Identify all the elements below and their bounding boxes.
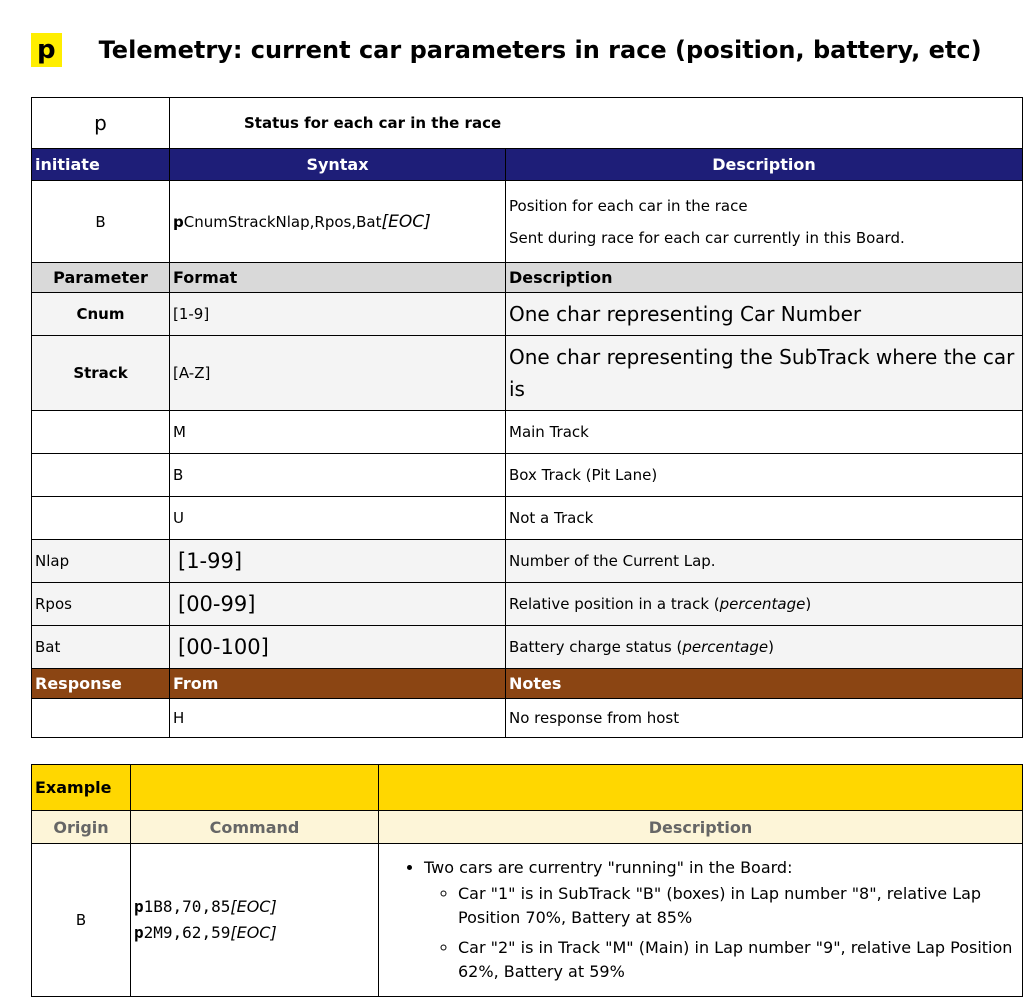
param-row bbox=[32, 411, 1023, 454]
example-sub-list bbox=[424, 882, 1019, 984]
example-table bbox=[31, 764, 1023, 997]
example-command-1: p1B8,70,85[EOC] bbox=[134, 897, 277, 916]
header-from: From bbox=[170, 669, 506, 699]
param-format: U bbox=[170, 497, 506, 540]
example-title: Example bbox=[32, 765, 131, 811]
example-commands bbox=[131, 844, 379, 997]
nlap-row bbox=[32, 540, 1023, 583]
rpos-name: Rpos bbox=[32, 583, 170, 626]
header-example-description: Description bbox=[379, 811, 1023, 844]
example-bullet: • Two cars are currentry "running" in the Board: ◦ Car "1" is in SubTrack "B" (boxes) in Lap number "8", relative Lap Position 70%, Battery at 85% ◦ Car "2" is in Track "M" (Main) in Lap number "9", relative Lap Position 62%, Battery at 59% bbox=[424, 856, 1019, 984]
bat-format: [00-100] bbox=[170, 626, 506, 669]
command-description: Status for each car in the race bbox=[170, 98, 1023, 149]
bat-name: Bat bbox=[32, 626, 170, 669]
param-format: [A-Z] bbox=[170, 336, 506, 411]
bat-description: Battery charge status (percentage) bbox=[506, 626, 1023, 669]
rpos-row bbox=[32, 583, 1023, 626]
param-description: One char representing Car Number bbox=[506, 293, 1023, 336]
example-command-2: p2M9,62,59[EOC] bbox=[134, 923, 277, 942]
response-from: H bbox=[170, 699, 506, 738]
example-bullet-list bbox=[382, 856, 1019, 984]
header-format: Format bbox=[170, 263, 506, 293]
command-letter-badge: p bbox=[31, 33, 62, 67]
response-cell bbox=[32, 699, 170, 738]
nlap-format: [1-99] bbox=[170, 540, 506, 583]
param-name bbox=[32, 454, 170, 497]
param-description: Box Track (Pit Lane) bbox=[506, 454, 1023, 497]
param-description: Not a Track bbox=[506, 497, 1023, 540]
response-header-row bbox=[32, 669, 1023, 699]
command-cell: p bbox=[32, 98, 170, 149]
response-notes: No response from host bbox=[506, 699, 1023, 738]
param-name bbox=[32, 411, 170, 454]
header-syntax: Syntax bbox=[170, 149, 506, 181]
rpos-format: [00-99] bbox=[170, 583, 506, 626]
example-header-row bbox=[32, 811, 1023, 844]
example-sub-item-1: ◦ Car "1" is in SubTrack "B" (boxes) in Lap number "8", relative Lap Position 70%, Battery at 85% bbox=[458, 882, 1019, 930]
bat-row bbox=[32, 626, 1023, 669]
response-row bbox=[32, 699, 1023, 738]
rpos-description: Relative position in a track (percentage) bbox=[506, 583, 1023, 626]
syntax-description: Position for each car in the race Sent during race for each car currently in this Board. bbox=[506, 181, 1023, 263]
param-row bbox=[32, 454, 1023, 497]
param-name: Strack bbox=[32, 336, 170, 411]
example-sub-item-2: ◦ Car "2" is in Track "M" (Main) in Lap number "9", relative Lap Position 62%, Battery at 59% bbox=[458, 936, 1019, 984]
nlap-name: Nlap bbox=[32, 540, 170, 583]
param-name: Cnum bbox=[32, 293, 170, 336]
section-heading bbox=[31, 30, 982, 70]
param-name bbox=[32, 497, 170, 540]
header-row bbox=[32, 149, 1023, 181]
param-description: Main Track bbox=[506, 411, 1023, 454]
param-row bbox=[32, 336, 1023, 411]
syntax-cell: pCnumStrackNlap,Rpos,Bat[EOC] bbox=[170, 181, 506, 263]
example-origin: B bbox=[32, 844, 131, 997]
header-parameter: Parameter bbox=[32, 263, 170, 293]
nlap-description: Number of the Current Lap. bbox=[506, 540, 1023, 583]
parameter-header-row bbox=[32, 263, 1023, 293]
param-row bbox=[32, 497, 1023, 540]
param-format: [1-9] bbox=[170, 293, 506, 336]
initiate-cell: B bbox=[32, 181, 170, 263]
header-command: Command bbox=[131, 811, 379, 844]
param-description: One char representing the SubTrack where the car is bbox=[506, 336, 1023, 411]
example-title-row bbox=[32, 765, 1023, 811]
section-title: Telemetry: current car parameters in race (position, battery, etc) bbox=[98, 36, 982, 64]
param-format: B bbox=[170, 454, 506, 497]
header-initiate: initiate bbox=[32, 149, 170, 181]
param-format: M bbox=[170, 411, 506, 454]
header-description: Description bbox=[506, 149, 1023, 181]
header-origin: Origin bbox=[32, 811, 131, 844]
header-notes: Notes bbox=[506, 669, 1023, 699]
command-row bbox=[32, 98, 1023, 149]
example-row bbox=[32, 844, 1023, 997]
header-response: Response bbox=[32, 669, 170, 699]
example-description bbox=[379, 844, 1023, 997]
param-row bbox=[32, 293, 1023, 336]
telemetry-table bbox=[31, 97, 1023, 738]
syntax-row bbox=[32, 181, 1023, 263]
header-param-description: Description bbox=[506, 263, 1023, 293]
